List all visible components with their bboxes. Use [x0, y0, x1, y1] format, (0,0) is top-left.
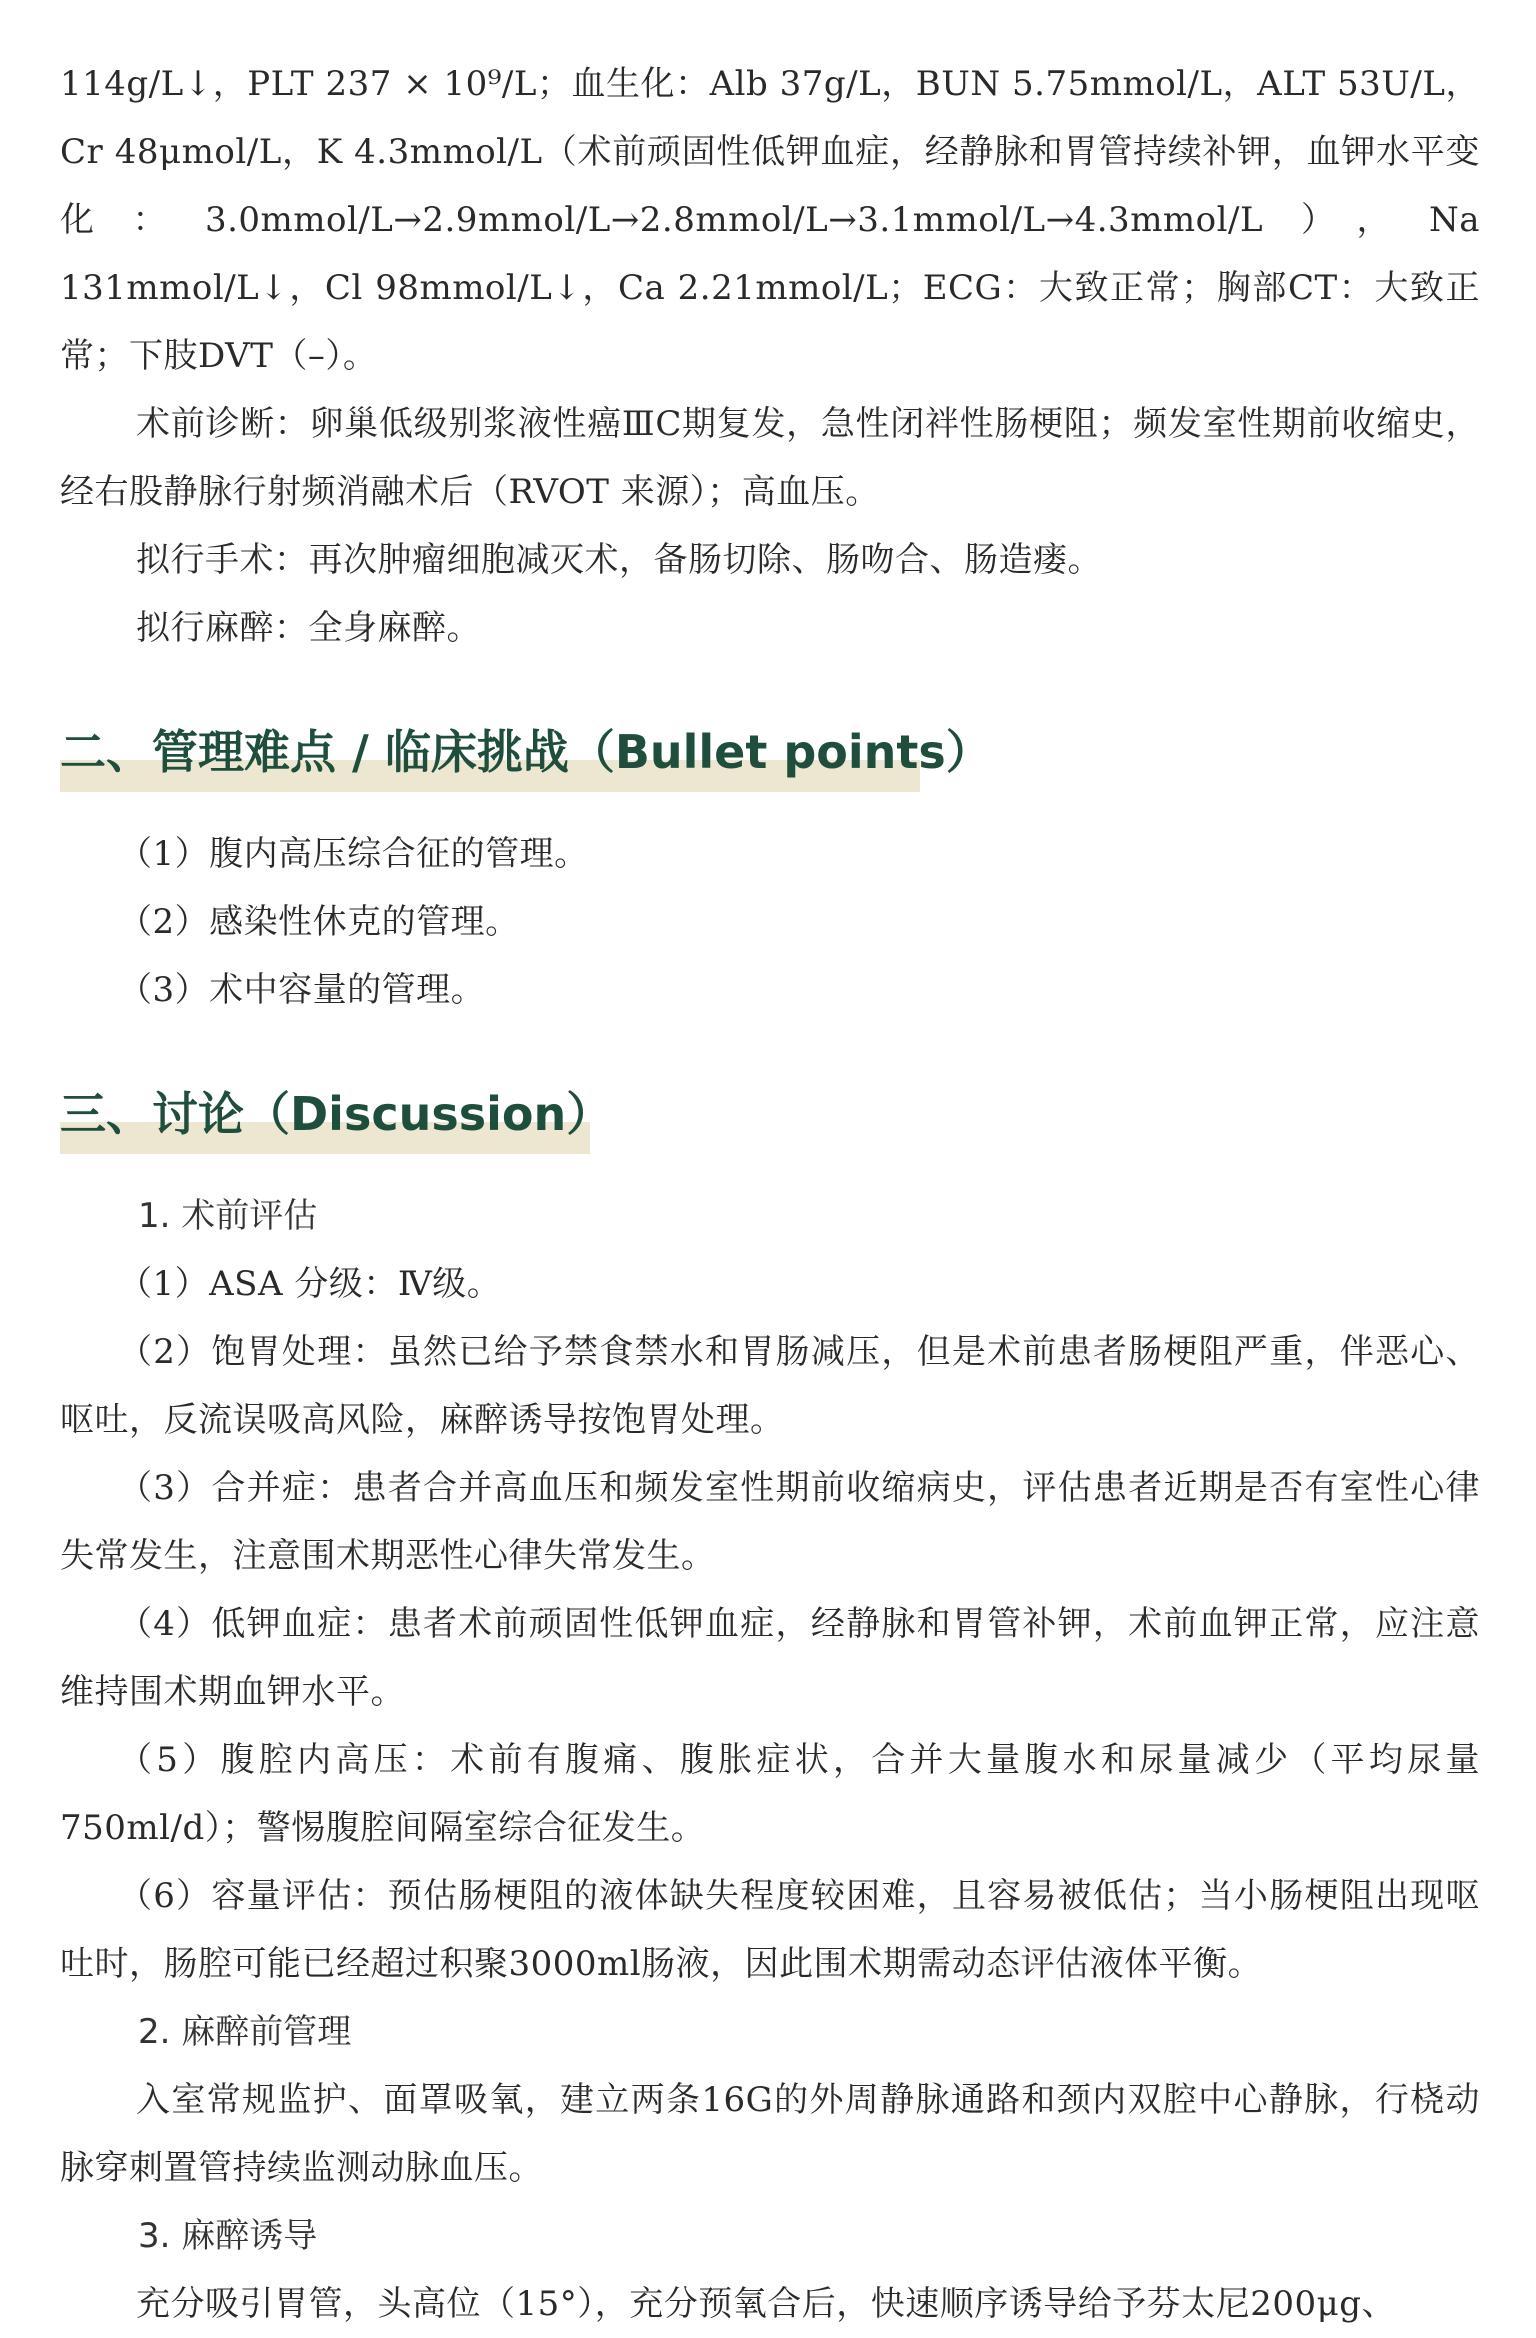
- section-3-title: 三、讨论（Discussion）: [60, 1087, 613, 1141]
- discussion-point: （6）容量评估：预估肠梗阻的液体缺失程度较困难，且容易被低估；当小肠梗阻出现呕吐时，肠腔可能已经超过积聚3000ml肠液，因此围术期需动态评估液体平衡。: [60, 1876, 1480, 1984]
- bullet-item: （2）感染性休克的管理。: [118, 902, 520, 942]
- subsection-induction: 3. 麻醉诱导: [138, 2216, 318, 2256]
- section-3-heading: [60, 1064, 1480, 1164]
- section-2-title: 二、管理难点 / 临床挑战（Bullet points）: [60, 725, 992, 779]
- induction-text: 充分吸引胃管，头高位（15°），充分预氧合后，快速顺序诱导给予芬太尼200μg、: [136, 2284, 1397, 2324]
- discussion-point: （2）饱胃处理：虽然已给予禁食禁水和胃肠减压，但是术前患者肠梗阻严重，伴恶心、呕吐，反流误吸高风险，麻醉诱导按饱胃处理。: [60, 1332, 1480, 1440]
- section-2-heading: [60, 702, 1480, 802]
- bullet-item: （1）腹内高压综合征的管理。: [118, 834, 589, 874]
- discussion-point: （1）ASA 分级：Ⅳ级。: [118, 1264, 502, 1304]
- planned-anesthesia: 拟行麻醉：全身麻醉。: [136, 608, 481, 648]
- subsection-preop-eval: 1. 术前评估: [138, 1196, 318, 1236]
- discussion-point: （3）合并症：患者合并高血压和频发室性期前收缩病史，评估患者近期是否有室性心律失常发生，注意围术期恶性心律失常发生。: [60, 1468, 1480, 1576]
- discussion-point: （4）低钾血症：患者术前顽固性低钾血症，经静脉和胃管补钾，术前血钾正常，应注意维持围术期血钾水平。: [60, 1604, 1480, 1712]
- preop-diagnosis: 术前诊断：卵巢低级别浆液性癌ⅢC期复发，急性闭袢性肠梗阻；频发室性期前收缩史，经右股静脉行射频消融术后（RVOT 来源）；高血压。: [60, 404, 1480, 512]
- document-page: [60, 50, 1480, 2338]
- planned-surgery: 拟行手术：再次肿瘤细胞减灭术，备肠切除、肠吻合、肠造瘘。: [136, 540, 1102, 580]
- discussion-point: （5）腹腔内高压：术前有腹痛、腹胀症状，合并大量腹水和尿量减少（平均尿量750ml/d）；警惕腹腔间隔室综合征发生。: [60, 1740, 1480, 1848]
- subsection-pre-anesthesia: 2. 麻醉前管理: [138, 2012, 352, 2052]
- bullet-item: （3）术中容量的管理。: [118, 970, 486, 1010]
- lab-results-paragraph: 114g/L↓，PLT 237 × 10⁹/L；血生化：Alb 37g/L，BUN 5.75mmol/L，ALT 53U/L，Cr 48μmol/L，K 4.3mmol/L（术前顽固性低钾血症，经静脉和胃管持续补钾，血钾水平变化：3.0mmol/L→2.9mmol/L→2.8mmol/L→3.1mmol/L→4.3mmol/L），Na 131mmol/L↓，Cl 98mmol/L↓，Ca 2.21mmol/L；ECG：大致正常；胸部CT：大致正常；下肢DVT（–）。: [60, 64, 1480, 376]
- pre-anesthesia-text: 入室常规监护、面罩吸氧，建立两条16G的外周静脉通路和颈内双腔中心静脉，行桡动脉穿刺置管持续监测动脉血压。: [60, 2080, 1480, 2188]
